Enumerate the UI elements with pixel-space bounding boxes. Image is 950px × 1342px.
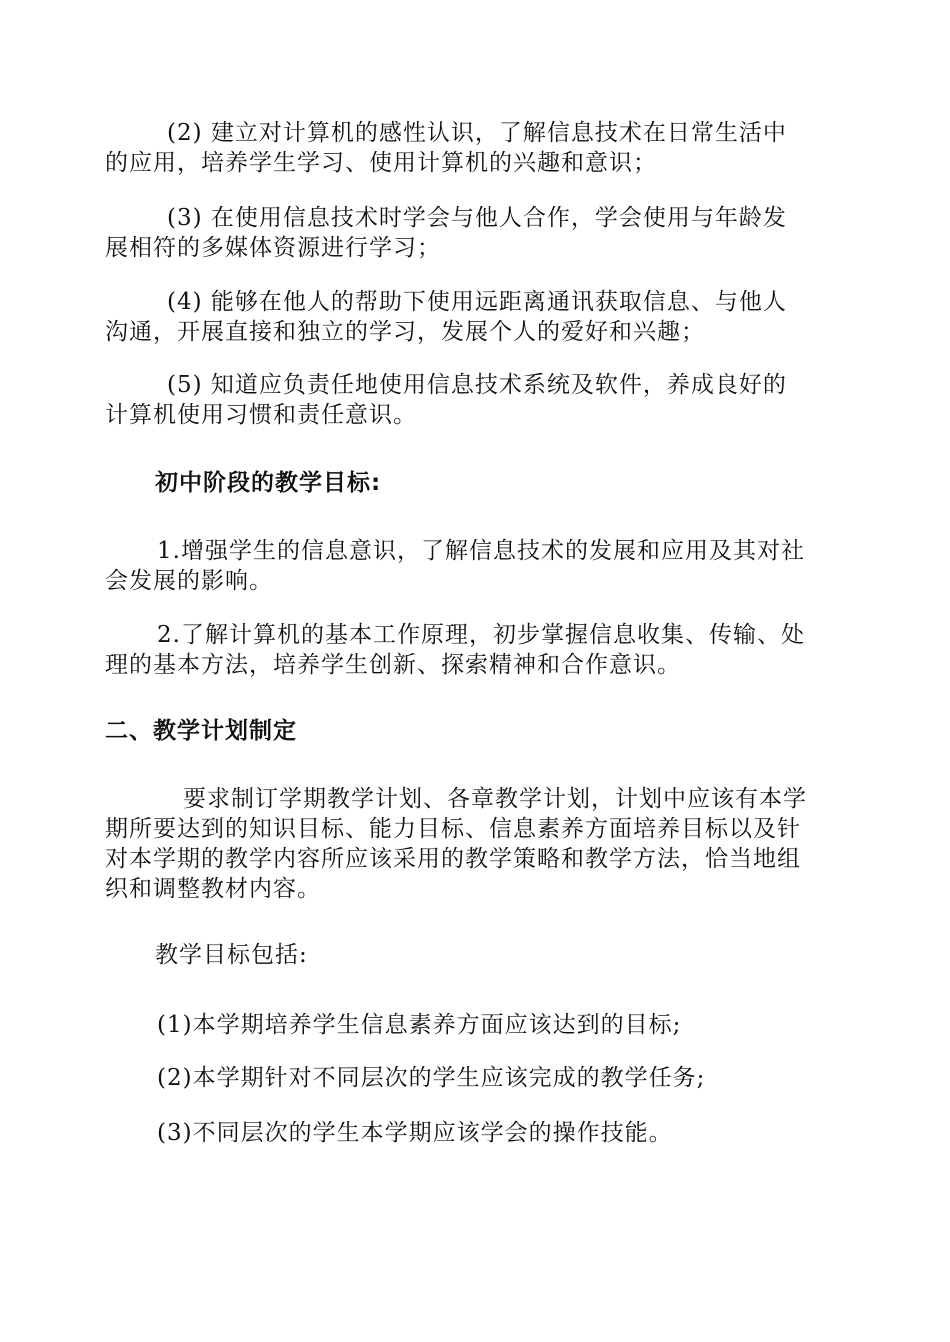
junior-goal-2-line1: 2.了解计算机的基本工作原理，初步掌握信息收集、传输、处 bbox=[157, 622, 805, 648]
junior-goal-1 bbox=[105, 536, 845, 596]
junior-goal-1-line1: 1.增强学生的信息意识，了解信息技术的发展和应用及其对社 bbox=[157, 538, 805, 564]
plan-paragraph-line2: 期所要达到的知识目标、能力目标、信息素养方面培养目标以及针 bbox=[105, 816, 801, 842]
goals-list-item: (2)本学期针对不同层次的学生应该完成的教学任务; bbox=[157, 1065, 706, 1091]
junior-goal-2-line2: 理的基本方法，培养学生创新、探索精神和合作意识。 bbox=[105, 652, 681, 678]
primary-goal-2-line1: (2) 建立对计算机的感性认识，了解信息技术在日常生活中 bbox=[167, 120, 787, 146]
plan-paragraph bbox=[105, 784, 845, 904]
primary-goal-2-line2: 的应用，培养学生学习、使用计算机的兴趣和意识； bbox=[105, 150, 657, 176]
goals-list-item: (3)不同层次的学生本学期应该学会的操作技能。 bbox=[157, 1120, 673, 1146]
plan-paragraph-line3: 对本学期的教学内容所应该采用的教学策略和教学方法，恰当地组 bbox=[105, 846, 801, 872]
goals-list-item: (1)本学期培养学生信息素养方面应该达到的目标; bbox=[157, 1012, 682, 1038]
primary-goal-5-line1: (5) 知道应负责任地使用信息技术系统及软件，养成良好的 bbox=[167, 372, 787, 398]
primary-goal-5-line2: 计算机使用习惯和责任意识。 bbox=[105, 402, 417, 428]
section-heading: 二、教学计划制定 bbox=[105, 718, 297, 744]
primary-goal-4-line1: (4) 能够在他人的帮助下使用远距离通讯获取信息、与他人 bbox=[167, 289, 787, 315]
primary-goal-4 bbox=[105, 287, 845, 347]
junior-goals-heading: 初中阶段的教学目标: bbox=[155, 470, 382, 496]
primary-goal-3 bbox=[105, 203, 845, 263]
primary-goal-3-line2: 展相符的多媒体资源进行学习； bbox=[105, 235, 441, 261]
primary-goal-5 bbox=[105, 370, 845, 430]
primary-goal-3-line1: (3) 在使用信息技术时学会与他人合作，学会使用与年龄发 bbox=[167, 205, 787, 231]
junior-goal-2 bbox=[105, 620, 845, 680]
plan-paragraph-line1: 要求制订学期教学计划、各章教学计划，计划中应该有本学 bbox=[183, 786, 807, 812]
goals-intro: 教学目标包括: bbox=[155, 942, 308, 968]
primary-goal-4-line2: 沟通，开展直接和独立的学习，发展个人的爱好和兴趣； bbox=[105, 319, 705, 345]
primary-goal-2 bbox=[105, 118, 845, 178]
plan-paragraph-line4: 织和调整教材内容。 bbox=[105, 876, 321, 902]
junior-goal-1-line2: 会发展的影响。 bbox=[105, 568, 273, 594]
